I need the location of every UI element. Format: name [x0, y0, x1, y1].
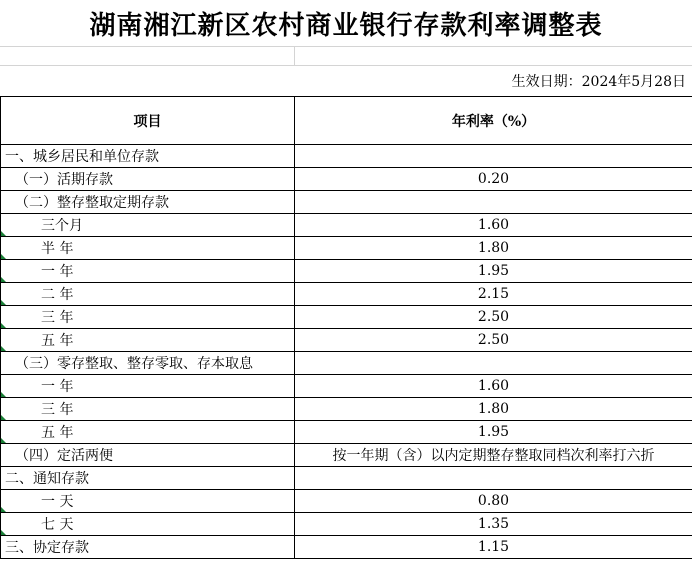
table-row	[1, 260, 692, 283]
table-row	[1, 421, 692, 444]
row-item	[1, 421, 295, 444]
table-row	[1, 513, 692, 536]
row-item-label: 五 年	[41, 425, 74, 441]
cell-marker-icon	[1, 438, 6, 443]
row-item: 三、协定存款	[1, 536, 295, 559]
row-item-label: 半 年	[41, 241, 74, 257]
row-rate: 1.60	[295, 375, 692, 398]
row-item-label: 七 天	[41, 517, 74, 533]
row-item	[1, 490, 295, 513]
table-row	[1, 352, 692, 375]
row-item-label: 五 年	[41, 333, 74, 349]
row-item: （四）定活两便	[1, 444, 295, 467]
row-item	[1, 398, 295, 421]
row-item: （二）整存整取定期存款	[1, 191, 295, 214]
page-title: 湖南湘江新区农村商业银行存款利率调整表	[89, 10, 603, 41]
blank-spreadsheet-row	[0, 46, 692, 66]
cell-marker-icon	[1, 415, 6, 420]
row-item: （三）零存整取、整存零取、存本取息	[1, 352, 295, 375]
effective-date: 生效日期：2024年5月28日	[511, 74, 686, 90]
table-row	[1, 191, 692, 214]
row-item-label: 二 年	[41, 287, 74, 303]
table-row	[1, 467, 692, 490]
cell-marker-icon	[1, 300, 6, 305]
table-header-row	[1, 97, 692, 145]
row-rate	[295, 467, 692, 490]
rate-table	[0, 96, 692, 559]
row-rate	[295, 145, 692, 168]
cell-marker-icon	[1, 346, 6, 351]
cell-marker-icon	[1, 392, 6, 397]
cell-marker-icon	[1, 254, 6, 259]
row-rate: 2.15	[295, 283, 692, 306]
row-rate: 1.35	[295, 513, 692, 536]
row-item	[1, 283, 295, 306]
row-rate: 1.95	[295, 421, 692, 444]
row-rate: 2.50	[295, 329, 692, 352]
row-item	[1, 237, 295, 260]
row-item-label: 三 年	[41, 402, 74, 418]
table-row	[1, 237, 692, 260]
table-row	[1, 214, 692, 237]
header-rate: 年利率（%）	[295, 97, 692, 145]
row-item-label: 三 年	[41, 310, 74, 326]
row-item-label: 三个月	[41, 218, 83, 234]
row-rate: 按一年期（含）以内定期整存整取同档次利率打六折	[295, 444, 692, 467]
row-rate	[295, 352, 692, 375]
row-rate: 1.60	[295, 214, 692, 237]
row-item: 一、城乡居民和单位存款	[1, 145, 295, 168]
table-row	[1, 329, 692, 352]
table-row	[1, 490, 692, 513]
cell-marker-icon	[1, 277, 6, 282]
table-row	[1, 283, 692, 306]
table-row	[1, 145, 692, 168]
row-rate: 0.20	[295, 168, 692, 191]
cell-marker-icon	[1, 530, 6, 535]
header-item: 项目	[1, 97, 295, 145]
row-rate: 1.80	[295, 398, 692, 421]
row-rate	[295, 191, 692, 214]
row-item: （一）活期存款	[1, 168, 295, 191]
row-item-label: 一 天	[41, 494, 74, 510]
cell-marker-icon	[1, 323, 6, 328]
table-row	[1, 444, 692, 467]
row-item	[1, 214, 295, 237]
table-row	[1, 375, 692, 398]
row-rate: 1.95	[295, 260, 692, 283]
row-item-label: 一 年	[41, 379, 74, 395]
row-rate: 0.80	[295, 490, 692, 513]
row-item	[1, 306, 295, 329]
table-row	[1, 168, 692, 191]
table-row	[1, 536, 692, 559]
table-row	[1, 398, 692, 421]
cell-marker-icon	[1, 231, 6, 236]
table-row	[1, 306, 692, 329]
row-rate: 2.50	[295, 306, 692, 329]
row-item	[1, 513, 295, 536]
row-item	[1, 329, 295, 352]
row-rate: 1.15	[295, 536, 692, 559]
row-item	[1, 260, 295, 283]
cell-marker-icon	[1, 507, 6, 512]
row-item-label: 一 年	[41, 264, 74, 280]
row-item: 二、通知存款	[1, 467, 295, 490]
row-rate: 1.80	[295, 237, 692, 260]
row-item	[1, 375, 295, 398]
